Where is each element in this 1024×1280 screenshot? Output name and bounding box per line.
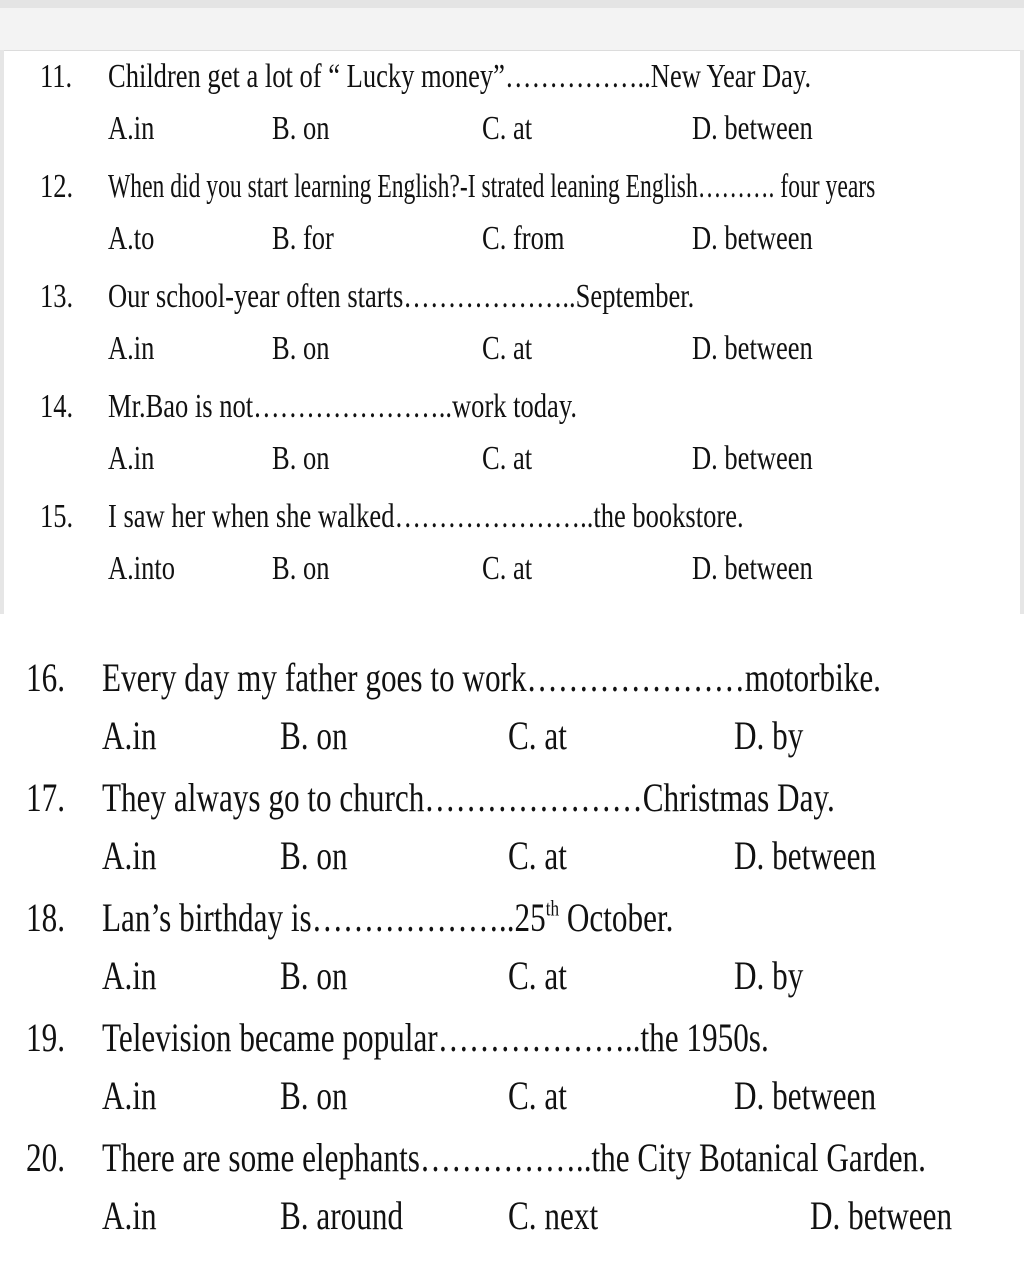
page-gap <box>0 614 1024 644</box>
option-d[interactable]: D. between <box>692 220 813 257</box>
option-b[interactable]: B. on <box>280 713 348 758</box>
option-c[interactable]: C. at <box>482 110 533 147</box>
question-number: 18. <box>26 895 65 940</box>
question-text <box>102 895 674 940</box>
option-b[interactable]: B. on <box>272 440 330 477</box>
option-d[interactable]: D. between <box>692 440 813 477</box>
option-a[interactable]: A.into <box>108 550 176 587</box>
text-after: October. <box>559 895 674 940</box>
option-a[interactable]: A.in <box>102 833 157 878</box>
option-a[interactable]: A.in <box>102 1193 157 1238</box>
question-number: 19. <box>26 1015 65 1060</box>
question-text: When did you start learning English?-I strated leaning English………. four years <box>108 168 876 205</box>
question-text: There are some elephants……………..the City Botanical Garden. <box>102 1135 926 1180</box>
option-a[interactable]: A.in <box>108 110 155 147</box>
option-d[interactable]: D. between <box>734 1073 877 1118</box>
option-c[interactable]: C. at <box>508 833 567 878</box>
option-b[interactable]: B. on <box>272 550 330 587</box>
top-cropped-strip <box>0 0 1024 51</box>
option-a[interactable]: A.in <box>102 1073 157 1118</box>
question-text: Mr.Bao is not…………………..work today. <box>108 388 577 425</box>
option-b[interactable]: B. around <box>280 1193 404 1238</box>
option-b[interactable]: B. on <box>280 953 348 998</box>
option-b[interactable]: B. on <box>280 833 348 878</box>
option-a[interactable]: A.to <box>108 220 155 257</box>
question-number: 11. <box>40 58 73 95</box>
question-number: 20. <box>26 1135 65 1180</box>
top-band <box>0 0 1024 8</box>
option-c[interactable]: C. at <box>508 953 567 998</box>
option-d[interactable]: D. between <box>810 1193 953 1238</box>
option-a[interactable]: A.in <box>108 330 155 367</box>
option-c[interactable]: C. from <box>482 220 565 257</box>
option-d[interactable]: D. by <box>734 713 804 758</box>
option-c[interactable]: C. at <box>508 713 567 758</box>
question-number: 13. <box>40 278 74 315</box>
option-a[interactable]: A.in <box>102 713 157 758</box>
option-b[interactable]: B. on <box>272 330 330 367</box>
option-a[interactable]: A.in <box>108 440 155 477</box>
question-text: Children get a lot of “ Lucky money”……………..New Year Day. <box>108 58 812 95</box>
question-text: Every day my father goes to work…………………motorbike. <box>102 655 881 700</box>
question-number: 12. <box>40 168 74 205</box>
question-number: 14. <box>40 388 74 425</box>
option-c[interactable]: C. at <box>482 440 533 477</box>
option-d[interactable]: D. between <box>692 550 813 587</box>
option-d[interactable]: D. between <box>734 833 877 878</box>
option-b[interactable]: B. on <box>280 1073 348 1118</box>
option-d[interactable]: D. between <box>692 330 813 367</box>
option-c[interactable]: C. at <box>482 330 533 367</box>
option-b[interactable]: B. on <box>272 110 330 147</box>
option-b[interactable]: B. for <box>272 220 334 257</box>
question-text: Our school-year often starts………………..September. <box>108 278 695 315</box>
option-c[interactable]: C. at <box>482 550 533 587</box>
option-d[interactable]: D. between <box>692 110 813 147</box>
right-page-edge <box>1020 50 1024 620</box>
question-text: I saw her when she walked…………………..the bookstore. <box>108 498 744 535</box>
text-before: Lan’s birthday is………………..25 <box>102 895 546 940</box>
question-number: 16. <box>26 655 65 700</box>
ordinal-suffix: th <box>545 895 560 921</box>
left-page-edge <box>0 50 4 620</box>
question-number: 15. <box>40 498 74 535</box>
question-text: They always go to church…………………Christmas Day. <box>102 775 835 820</box>
option-a[interactable]: A.in <box>102 953 157 998</box>
option-c[interactable]: C. next <box>508 1193 599 1238</box>
option-c[interactable]: C. at <box>508 1073 567 1118</box>
question-text: Television became popular………………..the 1950s. <box>102 1015 769 1060</box>
option-d[interactable]: D. by <box>734 953 804 998</box>
question-number: 17. <box>26 775 65 820</box>
